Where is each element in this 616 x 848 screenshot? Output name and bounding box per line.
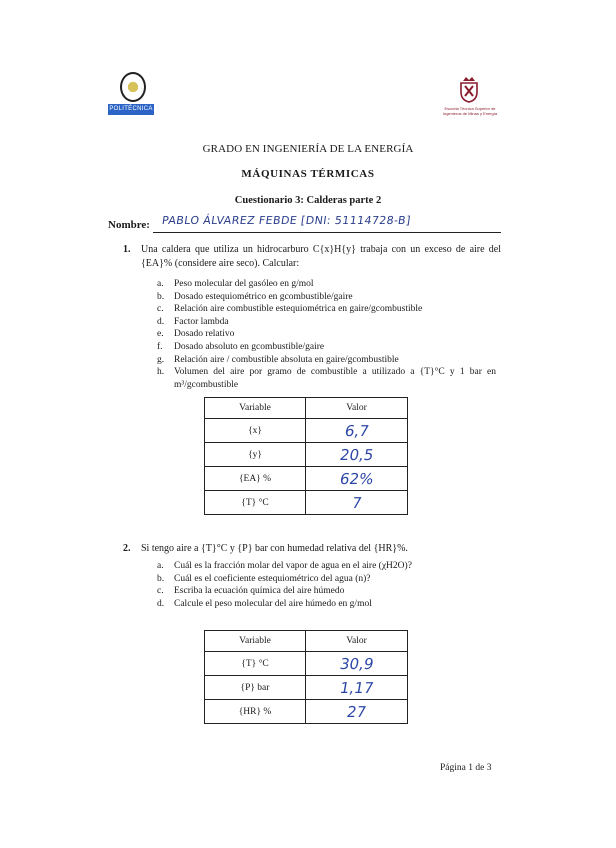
list-item: c. Relación aire combustible estequiométrica en gaire/gcombustible [157, 304, 423, 315]
name-handwritten-value: PABLO ÁLVAREZ FEBDE [DNI: 51114728-B] [161, 214, 412, 227]
variable-cell: {y} [205, 443, 306, 467]
question-2-items [157, 560, 412, 610]
page-number: Página 1 de 3 [440, 763, 492, 773]
variable-cell: {EA} % [205, 467, 306, 491]
handwritten-value: 30,9 [338, 654, 375, 673]
question-number: 2. [123, 543, 131, 554]
value-cell [306, 491, 408, 515]
table-header-row [205, 631, 408, 652]
variable-cell: {T} °C [205, 652, 306, 676]
handwritten-value: 62% [338, 469, 375, 488]
column-header-value: Valor [306, 631, 408, 652]
table-row [205, 491, 408, 515]
upm-logo [108, 70, 154, 120]
list-item: d. Factor lambda [157, 316, 229, 327]
list-item: f. Dosado absoluto en gcombustible/gaire [157, 341, 325, 352]
value-cell [306, 443, 408, 467]
value-cell [306, 419, 408, 443]
value-cell [306, 467, 408, 491]
table-header-row [205, 398, 408, 419]
mining-school-emblem-icon [457, 74, 481, 104]
answer-table-1 [204, 397, 408, 515]
table-row [205, 652, 408, 676]
variable-cell: {x} [205, 419, 306, 443]
table-row [205, 443, 408, 467]
list-item: h. Volumen del aire por gramo de combustible a utilizado a {T}°C y 1 bar en m³/gcombustible [157, 367, 496, 390]
list-item: b. Cuál es el coeficiente estequiométrico del agua (n)? [157, 573, 371, 584]
list-item: b. Dosado estequiométrico en gcombustible/gaire [157, 291, 353, 302]
question-text: Si tengo aire a {T}°C y {P} bar con humedad relativa del {HR}%. [141, 543, 408, 554]
list-item: a. Cuál es la fracción molar del vapor de agua en el aire (χH2O)? [157, 561, 412, 571]
subject-title: MÁQUINAS TÉRMICAS [241, 168, 375, 180]
list-item: g. Relación aire / combustible absoluta en gaire/gcombustible [157, 354, 399, 365]
handwritten-value: 6,7 [342, 421, 371, 440]
variable-cell: {P} bar [205, 676, 306, 700]
table-row [205, 419, 408, 443]
list-item: c. Escriba la ecuación química del aire húmedo [157, 586, 345, 597]
column-header-variable: Variable [205, 631, 306, 652]
variable-cell: {T} °C [205, 491, 306, 515]
table-row [205, 700, 408, 724]
school-name: Escuela Técnica Superior de Ingenieros de Minas y Energía [442, 106, 498, 116]
name-underline [153, 232, 501, 233]
value-cell [306, 700, 408, 724]
value-cell [306, 676, 408, 700]
handwritten-value: 27 [345, 702, 368, 721]
variable-cell: {HR} % [205, 700, 306, 724]
question-number: 1. [123, 244, 131, 255]
school-logo [440, 74, 500, 128]
handwritten-value: 20,5 [338, 445, 375, 464]
table-row [205, 676, 408, 700]
list-item: a. Peso molecular del gasóleo en g/mol [157, 279, 314, 289]
name-label: Nombre: [108, 219, 150, 231]
list-item: d. Calcule el peso molecular del aire húmedo en g/mol [157, 598, 372, 609]
question-1-items [157, 278, 496, 391]
handwritten-value: 1,17 [338, 678, 375, 697]
university-crest-icon [120, 72, 146, 102]
handwritten-value: 7 [350, 493, 363, 512]
column-header-variable: Variable [205, 398, 306, 419]
quiz-title: Cuestionario 3: Calderas parte 2 [234, 195, 382, 206]
upm-logo-text: POLITÉCNICA [108, 104, 154, 115]
question-text: Una caldera que utiliza un hidrocarburo C{x}H{y} trabaja con un exceso de aire del {EA}% (considere aire seco). Calcular: [141, 244, 501, 269]
list-item: e. Dosado relativo [157, 329, 235, 340]
value-cell [306, 652, 408, 676]
answer-table-2 [204, 630, 408, 724]
column-header-value: Valor [306, 398, 408, 419]
degree-title: GRADO EN INGENIERÍA DE LA ENERGÍA [202, 143, 414, 155]
table-row [205, 467, 408, 491]
